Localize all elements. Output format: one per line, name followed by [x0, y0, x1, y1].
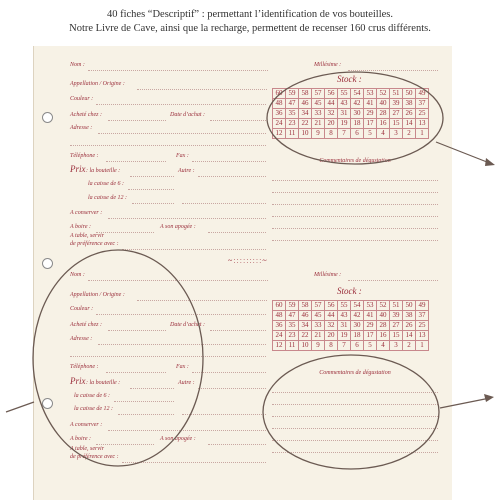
- label-prix: Prix: [70, 376, 86, 386]
- stock-cell[interactable]: 15: [390, 119, 403, 129]
- stock-cell[interactable]: 16: [377, 119, 390, 129]
- stock-cell[interactable]: 27: [390, 321, 403, 331]
- label-prix: Prix: [70, 164, 86, 174]
- stock-cell[interactable]: 6: [351, 129, 364, 139]
- stock-cell[interactable]: 37: [416, 99, 429, 109]
- label-stock: Stock :: [337, 74, 362, 84]
- stock-cell[interactable]: 46: [299, 99, 312, 109]
- stock-cell[interactable]: 9: [312, 129, 325, 139]
- stock-cell[interactable]: 33: [312, 109, 325, 119]
- stock-cell[interactable]: 25: [416, 109, 429, 119]
- stock-cell[interactable]: 2: [403, 341, 416, 351]
- stock-cell[interactable]: 12: [273, 341, 286, 351]
- ellipse-comments-highlight: [263, 355, 439, 469]
- stock-cell[interactable]: 51: [390, 89, 403, 99]
- stock-cell[interactable]: 26: [403, 109, 416, 119]
- stock-cell[interactable]: 57: [312, 89, 325, 99]
- caption-line-2: Notre Livre de Cave, ainsi que la recharge, permettent de recenser 160 crus différents.: [69, 23, 431, 34]
- label-fax: Fax :: [176, 364, 189, 370]
- stock-cell[interactable]: 3: [390, 129, 403, 139]
- stock-cell[interactable]: 10: [299, 129, 312, 139]
- stock-cell[interactable]: 26: [403, 321, 416, 331]
- stock-cell[interactable]: 45: [312, 99, 325, 109]
- stock-cell[interactable]: 55: [338, 89, 351, 99]
- stock-cell[interactable]: 7: [338, 341, 351, 351]
- ellipse-form-highlight: [33, 250, 203, 466]
- stock-cell[interactable]: 41: [364, 311, 377, 321]
- stock-cell[interactable]: 36: [273, 321, 286, 331]
- stock-cell[interactable]: 48: [273, 311, 286, 321]
- stock-cell[interactable]: 13: [416, 331, 429, 341]
- stock-cell[interactable]: 32: [325, 321, 338, 331]
- stock-cell[interactable]: 18: [351, 119, 364, 129]
- label-la-bouteille: : la bouteille :: [86, 168, 121, 174]
- stock-cell[interactable]: 18: [351, 331, 364, 341]
- stock-cell[interactable]: 7: [338, 129, 351, 139]
- label-appellation: Appellation / Origine :: [70, 81, 125, 87]
- stock-cell[interactable]: 46: [299, 311, 312, 321]
- stock-cell[interactable]: 49: [416, 89, 429, 99]
- stock-cell[interactable]: 1: [416, 129, 429, 139]
- stock-cell[interactable]: 38: [403, 311, 416, 321]
- stock-cell[interactable]: 37: [416, 311, 429, 321]
- stock-cell[interactable]: 59: [286, 301, 299, 311]
- label-caisse-6: la caisse de 6 :: [74, 393, 110, 399]
- arrow-line-stock: [436, 142, 492, 164]
- label-a-boire: A boire :: [70, 436, 91, 442]
- label-date-achat: Date d’achat :: [170, 112, 205, 118]
- stock-cell[interactable]: 8: [325, 129, 338, 139]
- label-millesime: Millésime :: [314, 272, 342, 278]
- label-la-bouteille: : la bouteille :: [86, 380, 121, 386]
- stock-cell[interactable]: 45: [312, 311, 325, 321]
- label-couleur: Couleur :: [70, 96, 94, 102]
- stock-cell[interactable]: 51: [390, 301, 403, 311]
- stock-cell[interactable]: 47: [286, 311, 299, 321]
- stock-cell[interactable]: 17: [364, 119, 377, 129]
- label-commentaires: Commentaires de dégustation: [319, 370, 391, 376]
- stock-cell[interactable]: 52: [377, 301, 390, 311]
- stock-cell[interactable]: 4: [377, 341, 390, 351]
- stock-cell[interactable]: 53: [364, 89, 377, 99]
- stock-cell[interactable]: 14: [403, 119, 416, 129]
- stock-cell[interactable]: 25: [416, 321, 429, 331]
- label-caisse-12: la caisse de 12 :: [74, 406, 113, 412]
- stock-cell[interactable]: 17: [364, 331, 377, 341]
- label-fax: Fax :: [176, 153, 189, 159]
- stock-cell[interactable]: 2: [403, 129, 416, 139]
- arrow-line-comments: [440, 398, 490, 408]
- stock-cell[interactable]: 42: [351, 311, 364, 321]
- stock-cell[interactable]: 50: [403, 89, 416, 99]
- label-achete-chez: Acheté chez :: [70, 112, 102, 118]
- label-preference: de préférence avec :: [70, 241, 119, 247]
- label-appellation: Appellation / Origine :: [70, 292, 125, 298]
- arrow-line-form: [6, 402, 34, 412]
- stock-cell[interactable]: 22: [299, 119, 312, 129]
- stock-cell[interactable]: 43: [338, 99, 351, 109]
- stock-cell[interactable]: 32: [325, 109, 338, 119]
- caption-line-1: 40 fiches “Descriptif” : permettant l’identification de vos bouteilles.: [106, 9, 394, 20]
- label-achete-chez: Acheté chez :: [70, 322, 102, 328]
- stock-cell[interactable]: 35: [286, 109, 299, 119]
- stock-cell[interactable]: 24: [273, 119, 286, 129]
- stock-cell[interactable]: 47: [286, 99, 299, 109]
- label-adresse: Adresse :: [70, 125, 93, 131]
- label-a-conserver: A conserver :: [70, 210, 103, 216]
- stock-cell[interactable]: 39: [390, 311, 403, 321]
- stock-cell[interactable]: 43: [338, 311, 351, 321]
- stock-cell[interactable]: 49: [416, 301, 429, 311]
- stock-cell[interactable]: 30: [351, 321, 364, 331]
- stock-cell[interactable]: 38: [403, 99, 416, 109]
- stock-cell[interactable]: 4: [377, 129, 390, 139]
- stock-cell[interactable]: 8: [325, 341, 338, 351]
- label-a-table: A table, servir: [70, 233, 105, 239]
- label-stock: Stock :: [337, 286, 362, 296]
- stock-cell[interactable]: 9: [312, 341, 325, 351]
- stock-cell[interactable]: 42: [351, 99, 364, 109]
- stock-cell[interactable]: 11: [286, 341, 299, 351]
- stock-cell[interactable]: 56: [325, 301, 338, 311]
- label-caisse-6: la caisse de 6 :: [88, 181, 124, 187]
- stock-cell[interactable]: 48: [273, 99, 286, 109]
- label-telephone: Téléphone :: [70, 364, 99, 370]
- stock-cell[interactable]: 5: [364, 341, 377, 351]
- stock-cell[interactable]: 34: [299, 321, 312, 331]
- stock-cell[interactable]: 33: [312, 321, 325, 331]
- stock-cell[interactable]: 40: [377, 99, 390, 109]
- stock-cell[interactable]: 39: [390, 99, 403, 109]
- stock-cell[interactable]: 20: [325, 331, 338, 341]
- stock-cell[interactable]: 23: [286, 119, 299, 129]
- label-nom: Nom :: [70, 62, 85, 68]
- stock-cell[interactable]: 35: [286, 321, 299, 331]
- label-adresse: Adresse :: [70, 336, 93, 342]
- stock-cell[interactable]: 31: [338, 321, 351, 331]
- stock-cell[interactable]: 19: [338, 119, 351, 129]
- stock-cell[interactable]: 56: [325, 89, 338, 99]
- stock-cell[interactable]: 16: [377, 331, 390, 341]
- label-commentaires: Commentaires de dégustation: [319, 158, 391, 164]
- stock-cell[interactable]: 40: [377, 311, 390, 321]
- stock-cell[interactable]: 12: [273, 129, 286, 139]
- label-autre: Autre :: [178, 168, 195, 174]
- stock-cell[interactable]: 44: [325, 99, 338, 109]
- stock-cell[interactable]: 29: [364, 109, 377, 119]
- stock-cell[interactable]: 60: [273, 301, 286, 311]
- arrow-head-comments: [484, 394, 494, 402]
- label-nom: Nom :: [70, 272, 85, 278]
- stock-cell[interactable]: 14: [403, 331, 416, 341]
- label-millesime: Millésime :: [314, 62, 342, 68]
- stock-cell[interactable]: 28: [377, 321, 390, 331]
- stock-cell[interactable]: 31: [338, 109, 351, 119]
- stock-cell[interactable]: 24: [273, 331, 286, 341]
- label-apogee: A son apogée :: [160, 436, 196, 442]
- stock-cell[interactable]: 57: [312, 301, 325, 311]
- label-telephone: Téléphone :: [70, 153, 99, 159]
- stock-cell[interactable]: 41: [364, 99, 377, 109]
- stock-cell[interactable]: 20: [325, 119, 338, 129]
- label-caisse-12: la caisse de 12 :: [88, 195, 127, 201]
- stock-cell[interactable]: 28: [377, 109, 390, 119]
- stock-cell[interactable]: 23: [286, 331, 299, 341]
- stock-cell[interactable]: 58: [299, 301, 312, 311]
- stock-cell[interactable]: 15: [390, 331, 403, 341]
- label-a-conserver: A conserver :: [70, 422, 103, 428]
- stock-cell[interactable]: 27: [390, 109, 403, 119]
- stock-cell[interactable]: 60: [273, 89, 286, 99]
- label-couleur: Couleur :: [70, 306, 94, 312]
- label-preference: de préférence avec :: [70, 454, 119, 460]
- stock-cell[interactable]: 21: [312, 331, 325, 341]
- stock-cell[interactable]: 10: [299, 341, 312, 351]
- label-date-achat: Date d’achat :: [170, 322, 205, 328]
- stock-cell[interactable]: 6: [351, 341, 364, 351]
- stock-cell[interactable]: 21: [312, 119, 325, 129]
- stock-cell[interactable]: 22: [299, 331, 312, 341]
- stock-cell[interactable]: 34: [299, 109, 312, 119]
- stock-cell[interactable]: 53: [364, 301, 377, 311]
- label-apogee: A son apogée :: [160, 224, 196, 230]
- stock-cell[interactable]: 13: [416, 119, 429, 129]
- label-autre: Autre :: [178, 380, 195, 386]
- stock-cell[interactable]: 19: [338, 331, 351, 341]
- stock-cell[interactable]: 11: [286, 129, 299, 139]
- stock-cell[interactable]: 3: [390, 341, 403, 351]
- stock-cell[interactable]: 29: [364, 321, 377, 331]
- stock-cell[interactable]: 58: [299, 89, 312, 99]
- stock-cell[interactable]: 1: [416, 341, 429, 351]
- stock-cell[interactable]: 54: [351, 301, 364, 311]
- label-a-boire: A boire :: [70, 224, 91, 230]
- ellipse-stock-highlight: [267, 72, 443, 164]
- stock-cell[interactable]: 5: [364, 129, 377, 139]
- stock-cell[interactable]: 55: [338, 301, 351, 311]
- stock-cell[interactable]: 59: [286, 89, 299, 99]
- stock-cell[interactable]: 44: [325, 311, 338, 321]
- stock-cell[interactable]: 36: [273, 109, 286, 119]
- label-a-table: A table, servir: [70, 446, 105, 452]
- stock-cell[interactable]: 50: [403, 301, 416, 311]
- stock-cell[interactable]: 52: [377, 89, 390, 99]
- ornament-divider: ~ːːːːːːːːː~: [228, 256, 268, 265]
- stock-cell[interactable]: 54: [351, 89, 364, 99]
- arrow-head-stock: [485, 158, 495, 166]
- stock-cell[interactable]: 30: [351, 109, 364, 119]
